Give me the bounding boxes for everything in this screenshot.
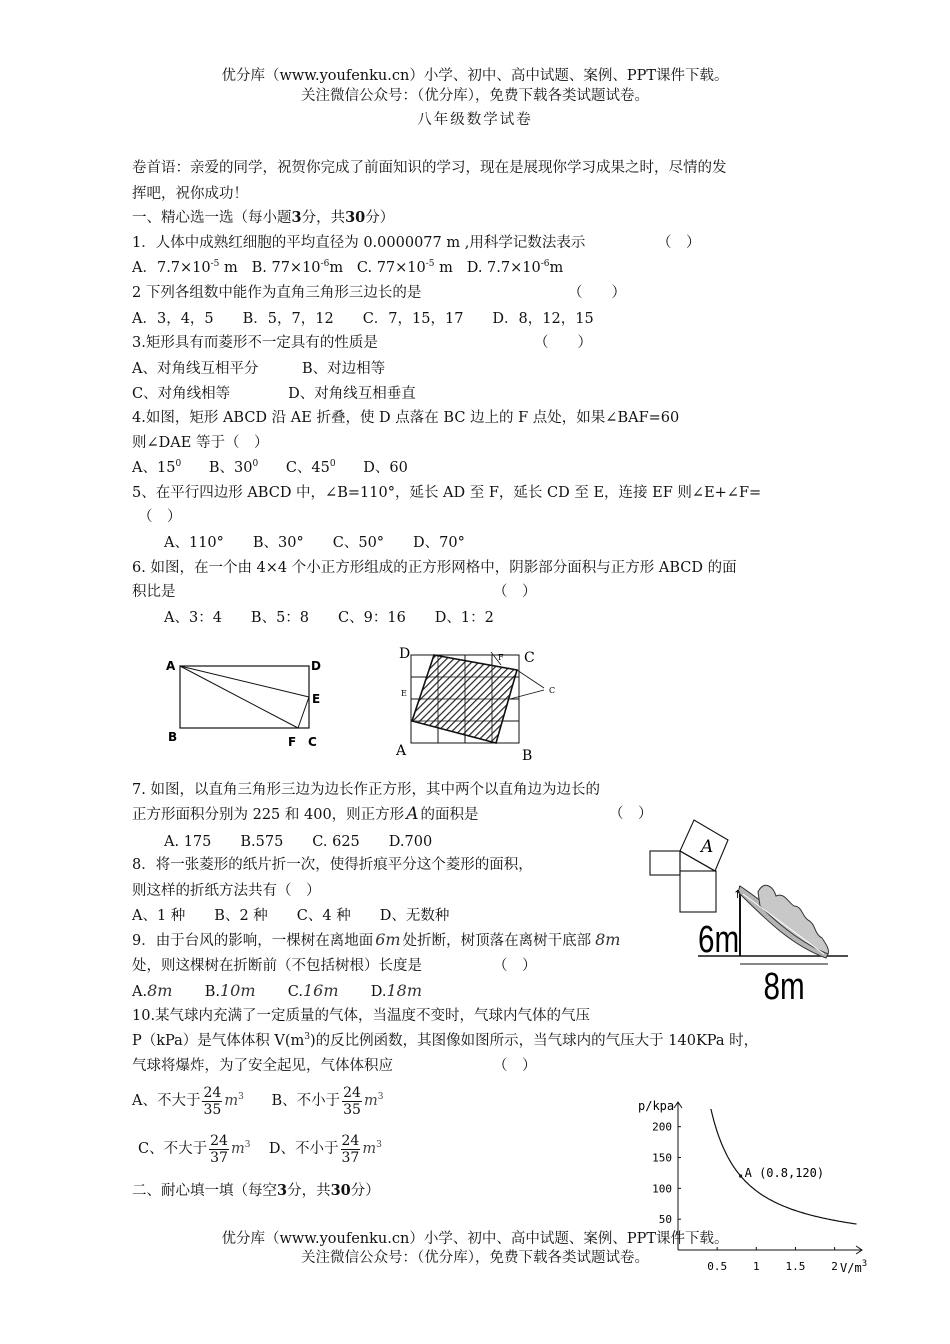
x-tick-label: 1.5 — [785, 1260, 806, 1273]
q8-stem: 8．将一张菱形的纸片折一次，使得折痕平分这个菱形的面积， — [132, 857, 533, 873]
q9-stem-2: 处，则这棵树在折断前（不包括树根）长度是 — [132, 958, 422, 974]
q5-options: A、110° B、30° C、50° D、70° — [164, 535, 465, 551]
q3-stem: 3.矩形具有而菱形不一定具有的性质是 — [132, 335, 378, 351]
q6-stem-2: 积比是 — [132, 584, 176, 600]
q4-options: A、$15^0$ B、$30^0$ C、$45^0$ D、60 — [132, 459, 408, 476]
footer-line-2: 关注微信公众号：（优分库），免费下载各类试题试卷。 — [301, 1250, 649, 1266]
q2-stem: 2 下列各组数中能作为直角三角形三边长的是 — [132, 285, 422, 301]
q9-options: A.8m B.10m C.16m D.18m — [132, 981, 423, 1000]
q8-stem-2: 则这样的折纸方法共有（ ） — [132, 883, 321, 899]
label-b: B — [522, 748, 533, 764]
q6-stem: 6. 如图，在一个由 4×4 个小正方形组成的正方形网格中，阴影部分面积与正方形 ABCD 的面 — [132, 560, 737, 576]
line-af — [180, 666, 298, 728]
q6-grid-figure — [394, 640, 569, 765]
up-arrow-icon: ↑ — [733, 888, 743, 901]
q10-stem-3: 气球将爆炸，为了安全起见，气体体积应 — [132, 1058, 393, 1074]
label-f: F — [498, 653, 504, 662]
header-line-2: 关注微信公众号：（优分库），免费下载各类试题试卷。 — [301, 88, 649, 104]
page-title: 八年级数学试卷 — [417, 112, 533, 128]
label-6m: 6m — [698, 918, 740, 961]
q3-options-cd: C、对角线相等 D、对角线互相垂直 — [132, 386, 416, 402]
q9-stem: 9．由于台风的影响，一棵树在离地面 6m 处折断，树顶落在离树干底部 8m — [132, 930, 621, 949]
q1-answer-paren: （ ） — [657, 235, 701, 251]
y-axis-label: p/kpa — [638, 1099, 675, 1113]
line-fe — [298, 697, 309, 728]
q10-stem-2: P（kPa）是气体体积 $V(m^3)$的反比例函数，其图像如图所示，当气球内的气压大于 140KPa 时， — [132, 1032, 759, 1049]
q4-rectangle-figure — [162, 652, 332, 752]
label-d: D — [399, 646, 411, 662]
q8-options: A、1 种 B、2 种 C、4 种 D、无数种 — [132, 908, 450, 924]
square-left — [650, 851, 680, 875]
label-8m: 8m — [763, 965, 805, 1004]
pointer-line-1 — [517, 670, 544, 688]
q10-options-ab: A、不大于 $\frac{24}{35}$ $m^3$ B、不小于 $\frac{24}{35}$ $m^3$ — [132, 1084, 384, 1118]
q7-stem-2: 正方形面积分别为 225 和 400，则正方形 A 的面积是 — [132, 804, 479, 824]
y-tick-label: 50 — [658, 1213, 672, 1227]
q7-stem: 7. 如图，以直角三角形三边为边长作正方形，其中两个以直角边为边长的 — [132, 782, 600, 798]
label-c: C — [524, 650, 535, 666]
header-line-1: 优分库（www.youfenku.cn）小学、初中、高中试题、案例、PPT课件下载。 — [221, 68, 729, 84]
rectangle-abcd — [180, 666, 309, 728]
q4-stem-2: 则∠DAE 等于（ ） — [132, 435, 269, 451]
section-1-heading: 一、精心选一选（每小题3分，共30分） — [132, 209, 395, 226]
x-axis-label: $V/m^3$ — [840, 1259, 868, 1275]
q10-stem: 10.某气球内充满了一定质量的气体，当温度不变时，气球内气体的气压 — [132, 1008, 591, 1024]
label-b: B — [168, 730, 178, 744]
footer-line-1: 优分库（www.youfenku.cn）小学、初中、高中试题、案例、PPT课件下载。 — [221, 1231, 729, 1247]
label-a: A — [701, 837, 714, 857]
intro-line-1: 卷首语：亲爱的同学，祝贺你完成了前面知识的学习，现在是展现你学习成果之时，尽情的发 — [132, 160, 727, 176]
y-tick-label: 200 — [652, 1120, 672, 1134]
q1-stem: 1．人体中成熟红细胞的平均直径为 0.0000077 m ,用科学记数法表示 — [132, 235, 586, 251]
q10-answer-paren: （ ） — [493, 1058, 537, 1074]
q9-answer-paren: （ ） — [493, 958, 537, 974]
point-a — [739, 1174, 742, 1177]
y-tick-label: 100 — [652, 1182, 672, 1196]
label-d: D — [311, 659, 321, 673]
label-e: E — [401, 689, 407, 698]
x-tick-label: 2 — [831, 1260, 838, 1273]
q10-options-cd: C、不大于 $\frac{24}{37}$ $m^3$ D、不小于 $\frac{24}{37}$ $m^3$ — [138, 1132, 382, 1166]
q9-tree-figure — [698, 872, 848, 1004]
label-c-small: C — [549, 686, 556, 695]
q4-stem: 4.如图，矩形 ABCD 沿 AE 折叠，使 D 点落在 BC 边上的 F 点处，如果∠BAF=60 — [132, 410, 680, 426]
label-a: A — [166, 659, 176, 673]
label-a: A — [396, 743, 407, 759]
x-tick-label: 0.5 — [707, 1260, 728, 1273]
q2-answer-paren: （ ） — [568, 285, 626, 301]
q6-options: A、3：4 B、5：8 C、9：16 D、1：2 — [164, 610, 494, 626]
q7-answer-paren: （ ） — [609, 806, 653, 822]
label-f: F — [288, 735, 297, 749]
intro-line-2: 挥吧，祝你成功！ — [132, 186, 248, 202]
section-2-heading: 二、耐心填一填（每空3分，共30分） — [132, 1182, 380, 1199]
q5-answer-paren: （ ） — [138, 509, 182, 525]
q7-options: A. 175 B.575 C. 625 D.700 — [164, 834, 433, 850]
q5-stem: 5、在平行四边形 ABCD 中，∠B=110°，延长 AD 至 F，延长 CD 至 E，连接 EF 则∠E+∠F= — [132, 485, 762, 501]
q3-options-ab: A、对角线互相平分 B、对边相等 — [132, 361, 386, 377]
fold-line-ae — [180, 666, 309, 697]
point-a-label: A (0.8,120) — [744, 1166, 825, 1180]
y-tick-label: 150 — [652, 1151, 672, 1165]
pointer-line-2 — [510, 690, 544, 699]
x-tick-label: 1 — [752, 1260, 760, 1273]
q1-options: A．$7.7\times 10^{-5}$ m B. $77\times 10^{-6}m$ C. $77\times 10^{-5}$ m D. $7.7\times 10^{-6}m$ — [132, 259, 564, 276]
q2-options: A．3，4，5 B．5，7，12 C．7，15，17 D．8，12，15 — [132, 311, 594, 327]
q3-answer-paren: （ ） — [534, 335, 592, 351]
label-c: C — [308, 735, 317, 749]
q6-answer-paren: （ ） — [493, 584, 537, 600]
label-e: E — [312, 692, 321, 706]
